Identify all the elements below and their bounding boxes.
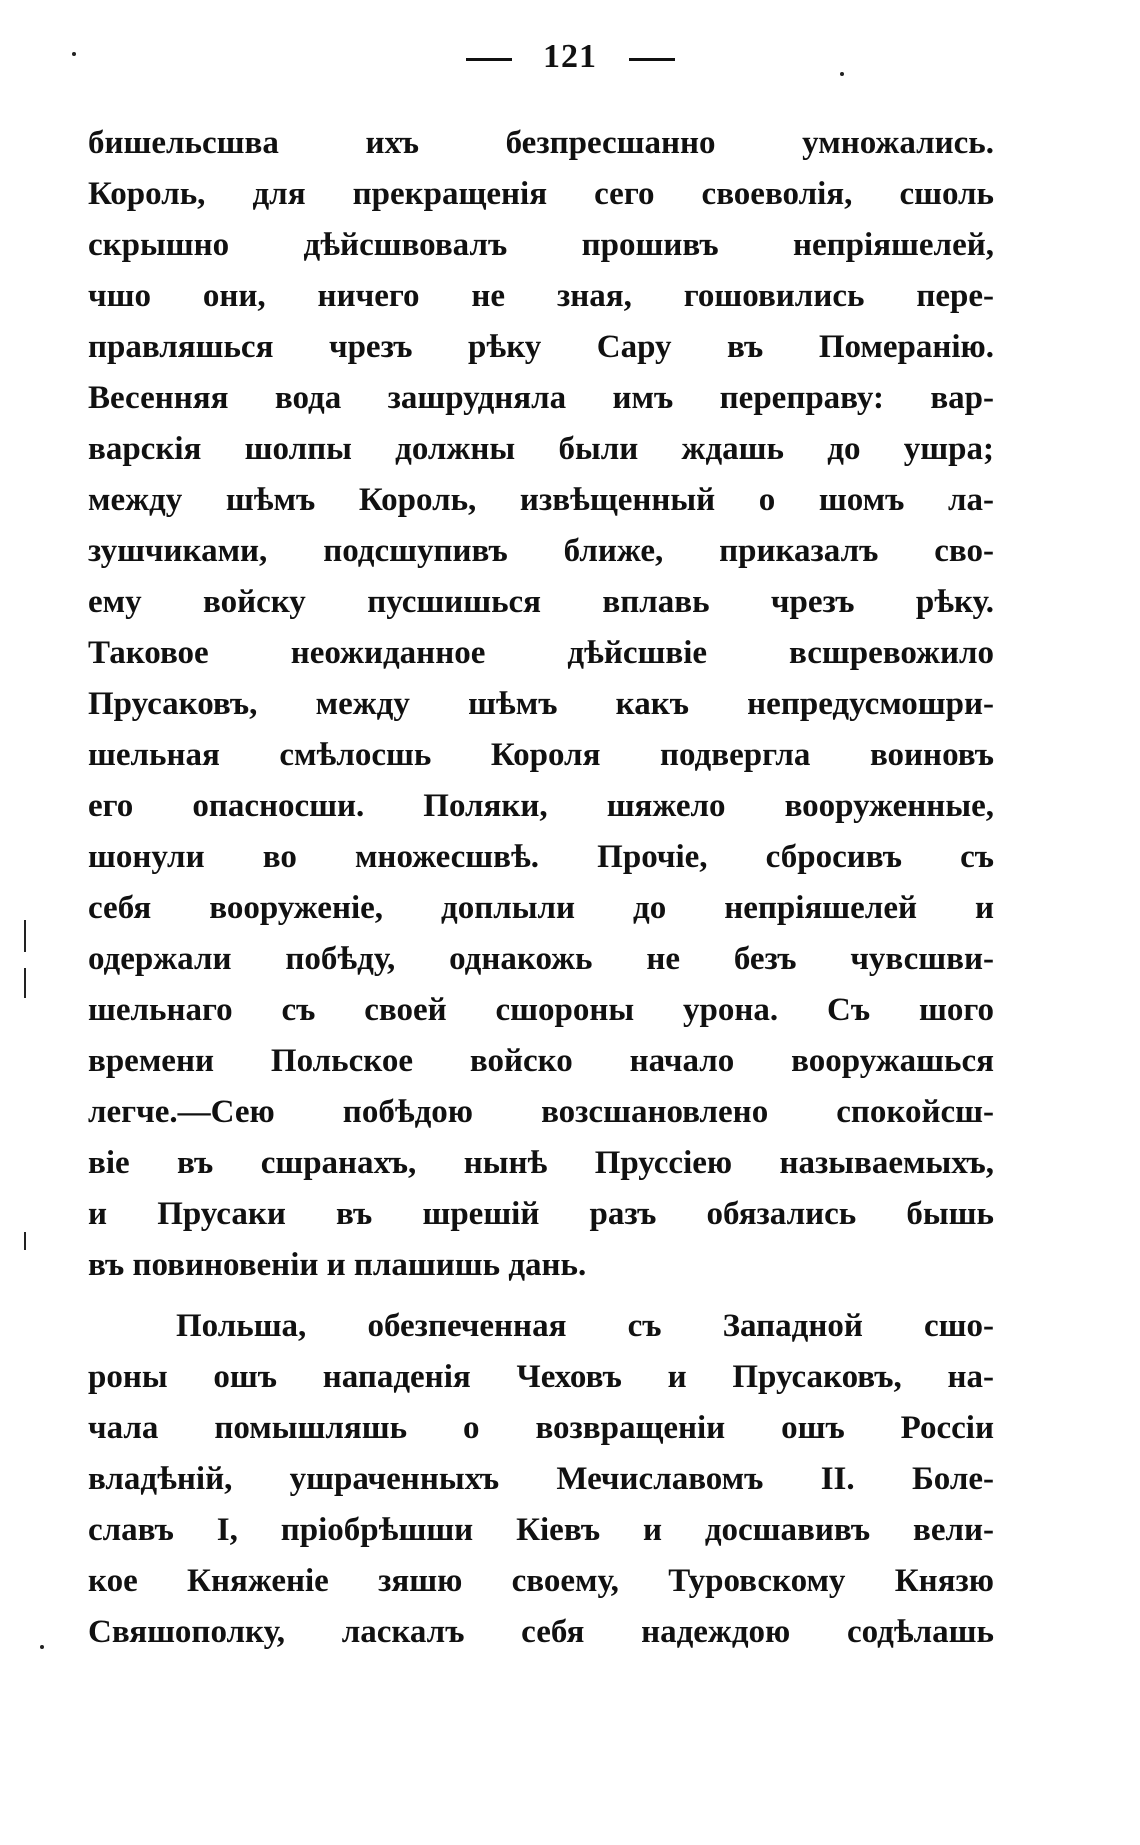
text-line: времени Польское войско начало вооружашься	[88, 1043, 994, 1079]
scan-margin-mark	[24, 968, 26, 998]
text-line: Прусаковъ, между шѣмъ какъ непредусмошри-	[88, 686, 994, 722]
paragraph	[88, 118, 994, 1291]
scan-speck	[40, 1645, 44, 1649]
body-text	[88, 118, 994, 1658]
scan-speck	[840, 72, 844, 76]
text-line: Таковое неожиданное дѣйсшвіе всшревожило	[88, 635, 994, 671]
header-dash-left	[466, 58, 512, 61]
text-line: зушчиками, подсшупивъ ближе, приказалъ сво-	[88, 533, 994, 569]
text-line: Король, для прекращенія сего своеволія, сшоль	[88, 176, 994, 212]
text-line: чала помышляшь о возвращеніи ошъ Россіи	[88, 1410, 994, 1446]
text-line: шельная смѣлосшь Короля подвергла воиновъ	[88, 737, 994, 773]
scan-speck	[72, 52, 76, 56]
text-line: віе въ сшранахъ, нынѣ Пруссіею называемыхъ,	[88, 1145, 994, 1181]
text-line: шельнаго съ своей сшороны урона. Съ шого	[88, 992, 994, 1028]
text-line: Свяшополку, ласкалъ себя надеждою содѣлашь	[88, 1614, 994, 1650]
text-line: кое Княженіе зяшю своему, Туровскому Князю	[88, 1563, 994, 1599]
text-line: Весенняя вода зашрудняла имъ переправу: вар-	[88, 380, 994, 416]
scan-margin-mark	[24, 920, 26, 952]
text-line: скрышно дѣйсшвовалъ прошивъ непріяшелей,	[88, 227, 994, 263]
text-line: роны ошъ нападенія Чеховъ и Прусаковъ, на-	[88, 1359, 994, 1395]
text-line: легче.—Сею побѣдою возсшановлено спокойсш-	[88, 1094, 994, 1130]
text-line: себя вооруженіе, доплыли до непріяшелей и	[88, 890, 994, 926]
text-line: Польша, обезпеченная съ Западной сшо-	[176, 1308, 994, 1344]
text-line: одержали побѣду, однакожь не безъ чувсшви-	[88, 941, 994, 977]
text-line: въ повиновеніи и плашишь дань.	[88, 1247, 587, 1283]
text-line: между шѣмъ Король, извѣщенный о шомъ ла-	[88, 482, 994, 518]
text-line: его опасносши. Поляки, шяжело вооруженные,	[88, 788, 994, 824]
text-line: славъ I, пріобрѣшши Кіевъ и досшавивъ вели-	[88, 1512, 994, 1548]
text-line: варскія шолпы должны были ждашь до ушра;	[88, 431, 994, 467]
text-line: ему войску пусшишься вплавь чрезъ рѣку.	[88, 584, 994, 620]
page-header	[0, 38, 1140, 76]
scan-margin-mark	[24, 1232, 26, 1250]
text-line: шонули во множесшвѣ. Прочіе, сбросивъ съ	[88, 839, 994, 875]
header-dash-right	[629, 58, 675, 61]
text-line: правляшься чрезъ рѣку Сару въ Померанію.	[88, 329, 994, 365]
page-number: 121	[543, 38, 597, 75]
text-line: бишельсшва ихъ безпресшанно умножались.	[88, 125, 994, 161]
text-line: владѣній, ушраченныхъ Мечиславомъ II. Боле-	[88, 1461, 994, 1497]
paragraph	[88, 1301, 994, 1658]
text-line: и Прусаки въ шрешій разъ обязались бышь	[88, 1196, 994, 1232]
paragraph-gap	[88, 1291, 994, 1301]
text-line: чшо они, ничего не зная, гошовились пере-	[88, 278, 994, 314]
